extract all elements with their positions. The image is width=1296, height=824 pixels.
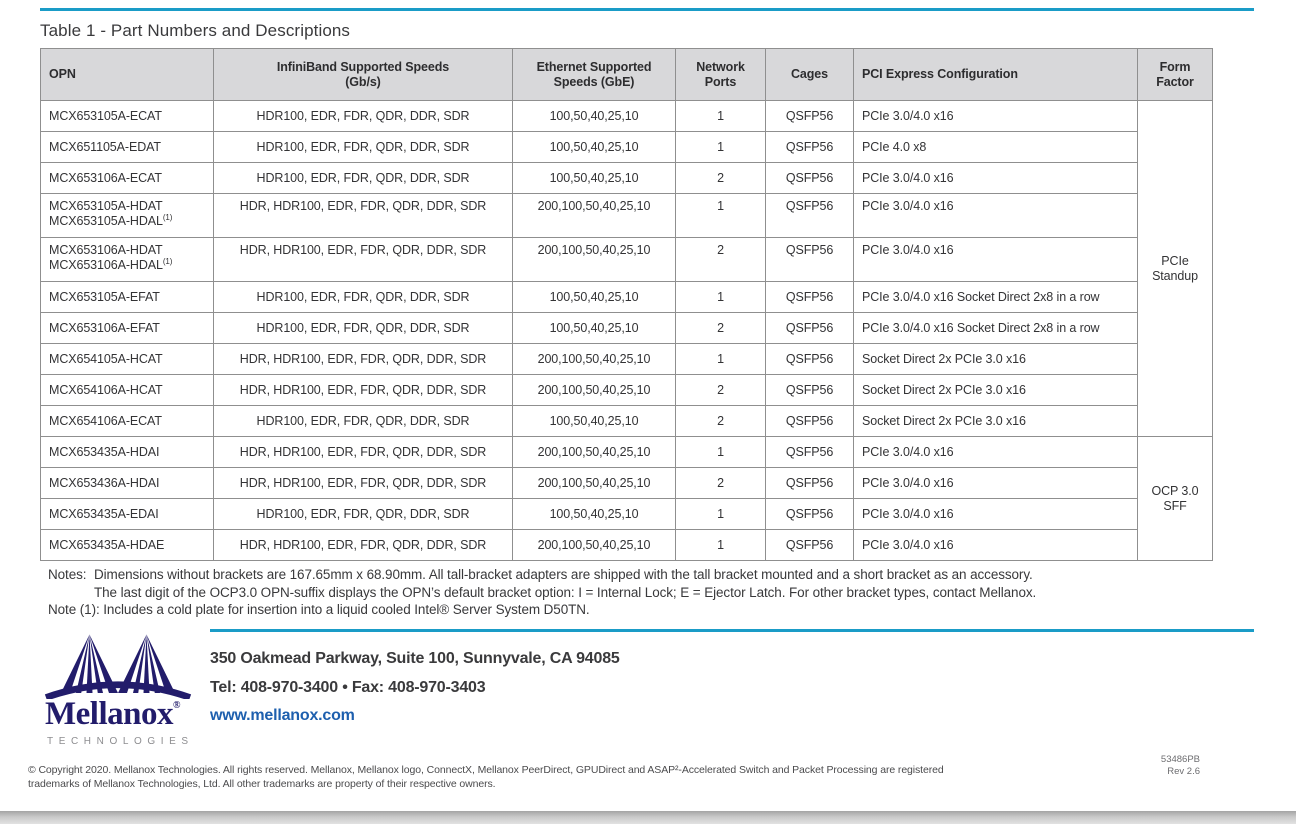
eth-speeds-cell: 200,100,50,40,25,10 xyxy=(513,468,676,499)
cages-cell: QSFP56 xyxy=(766,194,854,238)
note-line xyxy=(48,601,1254,619)
note-text: The last digit of the OCP3.0 OPN-suffix displays the OPN’s default bracket option: I = Internal Lock; E = Ejector Latch. For other bracket types, contact Mellanox. xyxy=(94,584,1037,600)
form-factor-cell: PCIe Standup xyxy=(1138,101,1213,437)
mellanox-logo xyxy=(42,633,207,747)
ports-cell: 2 xyxy=(676,163,766,194)
ib-speeds-cell: HDR100, EDR, FDR, QDR, DDR, SDR xyxy=(214,313,513,344)
table-row xyxy=(41,282,1213,313)
cages-cell: QSFP56 xyxy=(766,282,854,313)
table-row xyxy=(41,163,1213,194)
doc-code: 53486PB xyxy=(1160,754,1200,765)
cages-cell: QSFP56 xyxy=(766,132,854,163)
ib-speeds-cell: HDR100, EDR, FDR, QDR, DDR, SDR xyxy=(214,101,513,132)
eth-speeds-cell: 200,100,50,40,25,10 xyxy=(513,530,676,561)
table-row xyxy=(41,375,1213,406)
cages-cell: QSFP56 xyxy=(766,313,854,344)
table-row xyxy=(41,499,1213,530)
document-reference xyxy=(1100,754,1200,777)
table-row xyxy=(41,437,1213,468)
table-row xyxy=(41,194,1213,238)
address-line: 350 Oakmead Parkway, Suite 100, Sunnyvale, CA 94085 xyxy=(210,650,620,667)
opn-cell: MCX653436A-HDAI xyxy=(41,468,214,499)
opn-cell: MCX653105A-ECAT xyxy=(41,101,214,132)
ports-cell: 2 xyxy=(676,406,766,437)
opn-cell: MCX653435A-EDAI xyxy=(41,499,214,530)
eth-speeds-cell: 100,50,40,25,10 xyxy=(513,313,676,344)
page-title: Table 1 - Part Numbers and Descriptions xyxy=(40,21,351,40)
eth-speeds-cell: 100,50,40,25,10 xyxy=(513,499,676,530)
cages-cell: QSFP56 xyxy=(766,375,854,406)
cages-cell: QSFP56 xyxy=(766,468,854,499)
pci-config-cell: PCIe 4.0 x8 xyxy=(854,132,1138,163)
doc-revision: Rev 2.6 xyxy=(1167,765,1200,777)
pci-config-cell: PCIe 3.0/4.0 x16 xyxy=(854,163,1138,194)
ib-speeds-cell: HDR100, EDR, FDR, QDR, DDR, SDR xyxy=(214,282,513,313)
notes-section xyxy=(48,566,1254,619)
column-header-ethernet-speeds: Ethernet Supported Speeds (GbE) xyxy=(513,49,676,101)
table-row xyxy=(41,101,1213,132)
eth-speeds-cell: 100,50,40,25,10 xyxy=(513,406,676,437)
ports-cell: 1 xyxy=(676,101,766,132)
ports-cell: 1 xyxy=(676,344,766,375)
pci-config-cell: PCIe 3.0/4.0 x16 Socket Direct 2x8 in a row xyxy=(854,313,1138,344)
eth-speeds-cell: 200,100,50,40,25,10 xyxy=(513,238,676,282)
cages-cell: QSFP56 xyxy=(766,437,854,468)
ib-speeds-cell: HDR, HDR100, EDR, FDR, QDR, DDR, SDR xyxy=(214,194,513,238)
footer-divider xyxy=(210,629,1254,632)
opn-cell: MCX654105A-HCAT xyxy=(41,344,214,375)
eth-speeds-cell: 200,100,50,40,25,10 xyxy=(513,344,676,375)
column-header-infiniband-speeds: InfiniBand Supported Speeds (Gb/s) xyxy=(214,49,513,101)
column-header-network-ports: Network Ports xyxy=(676,49,766,101)
cages-cell: QSFP56 xyxy=(766,406,854,437)
opn-cell: MCX653105A-HDAT MCX653105A-HDAL$^{(1)}$ xyxy=(41,194,214,238)
eth-speeds-cell: 200,100,50,40,25,10 xyxy=(513,437,676,468)
opn-cell: MCX654106A-HCAT xyxy=(41,375,214,406)
copyright-line-1: © Copyright 2020. Mellanox Technologies. All rights reserved. Mellanox, Mellanox logo, ConnectX, Mellanox PeerDirect, GPUDirect and ASAP²-Accelerated Switch and Packet Processing are registered xyxy=(28,764,944,776)
note-text: Note (1): Includes a cold plate for insertion into a liquid cooled Intel® Server System D50TN. xyxy=(48,602,590,617)
ports-cell: 2 xyxy=(676,375,766,406)
cages-cell: QSFP56 xyxy=(766,530,854,561)
eth-speeds-cell: 100,50,40,25,10 xyxy=(513,282,676,313)
ib-speeds-cell: HDR100, EDR, FDR, QDR, DDR, SDR xyxy=(214,499,513,530)
page-bottom-edge xyxy=(0,811,1296,824)
ib-speeds-cell: HDR100, EDR, FDR, QDR, DDR, SDR xyxy=(214,406,513,437)
contact-block xyxy=(210,645,620,731)
pci-config-cell: PCIe 3.0/4.0 x16 xyxy=(854,437,1138,468)
eth-speeds-cell: 100,50,40,25,10 xyxy=(513,101,676,132)
eth-speeds-cell: 200,100,50,40,25,10 xyxy=(513,375,676,406)
column-header-cages: Cages xyxy=(766,49,854,101)
top-divider xyxy=(40,8,1254,11)
opn-cell: MCX653105A-EFAT xyxy=(41,282,214,313)
ports-cell: 1 xyxy=(676,132,766,163)
opn-cell: MCX653435A-HDAE xyxy=(41,530,214,561)
ports-cell: 1 xyxy=(676,437,766,468)
ib-speeds-cell: HDR, HDR100, EDR, FDR, QDR, DDR, SDR xyxy=(214,530,513,561)
notes-label: Notes: xyxy=(48,567,87,582)
pci-config-cell: PCIe 3.0/4.0 x16 Socket Direct 2x8 in a row xyxy=(854,282,1138,313)
column-header-pci-express: PCI Express Configuration xyxy=(854,49,1138,101)
cages-cell: QSFP56 xyxy=(766,499,854,530)
registered-mark: ® xyxy=(172,700,181,711)
cages-cell: QSFP56 xyxy=(766,238,854,282)
copyright-text xyxy=(28,763,1018,791)
column-header-form-factor: Form Factor xyxy=(1138,49,1213,101)
opn-cell: MCX654106A-ECAT xyxy=(41,406,214,437)
part-numbers-table xyxy=(40,48,1213,561)
cages-cell: QSFP56 xyxy=(766,344,854,375)
column-header-opn: OPN xyxy=(41,49,214,101)
ports-cell: 1 xyxy=(676,282,766,313)
table-row xyxy=(41,238,1213,282)
copyright-line-2: trademarks of Mellanox Technologies, Ltd. All other trademarks are property of their respective owners. xyxy=(28,778,496,790)
pci-config-cell: PCIe 3.0/4.0 x16 xyxy=(854,238,1138,282)
table-row xyxy=(41,468,1213,499)
pci-config-cell: PCIe 3.0/4.0 x16 xyxy=(854,194,1138,238)
ports-cell: 2 xyxy=(676,238,766,282)
logo-technologies-text: TECHNOLOGIES xyxy=(47,736,194,747)
table-row xyxy=(41,530,1213,561)
logo-wordmark: Mellanox® xyxy=(45,696,181,732)
phone-fax-line: Tel: 408-970-3400 • Fax: 408-970-3403 xyxy=(210,678,486,696)
pci-config-cell: Socket Direct 2x PCIe 3.0 x16 xyxy=(854,344,1138,375)
ib-speeds-cell: HDR, HDR100, EDR, FDR, QDR, DDR, SDR xyxy=(214,238,513,282)
table-row xyxy=(41,406,1213,437)
ports-cell: 1 xyxy=(676,530,766,561)
ib-speeds-cell: HDR, HDR100, EDR, FDR, QDR, DDR, SDR xyxy=(214,437,513,468)
mellanox-bridge-icon xyxy=(42,633,194,699)
table-row xyxy=(41,313,1213,344)
table-row xyxy=(41,344,1213,375)
opn-cell: MCX651105A-EDAT xyxy=(41,132,214,163)
eth-speeds-cell: 100,50,40,25,10 xyxy=(513,132,676,163)
eth-speeds-cell: 100,50,40,25,10 xyxy=(513,163,676,194)
ports-cell: 1 xyxy=(676,499,766,530)
website-link[interactable]: www.mellanox.com xyxy=(210,707,355,724)
eth-speeds-cell: 200,100,50,40,25,10 xyxy=(513,194,676,238)
ib-speeds-cell: HDR, HDR100, EDR, FDR, QDR, DDR, SDR xyxy=(214,375,513,406)
form-factor-cell: OCP 3.0 SFF xyxy=(1138,437,1213,561)
ports-cell: 1 xyxy=(676,194,766,238)
table-header-row xyxy=(41,49,1213,101)
pci-config-cell: PCIe 3.0/4.0 x16 xyxy=(854,530,1138,561)
note-line xyxy=(48,566,1254,584)
pci-config-cell: Socket Direct 2x PCIe 3.0 x16 xyxy=(854,406,1138,437)
note-text: Dimensions without brackets are 167.65mm x 68.90mm. All tall-bracket adapters are shipped with the tall bracket mounted and a short bracket as an accessory. xyxy=(94,567,1033,582)
ports-cell: 2 xyxy=(676,313,766,344)
ib-speeds-cell: HDR, HDR100, EDR, FDR, QDR, DDR, SDR xyxy=(214,468,513,499)
pci-config-cell: PCIe 3.0/4.0 x16 xyxy=(854,468,1138,499)
pci-config-cell: PCIe 3.0/4.0 x16 xyxy=(854,101,1138,132)
footnote-marker: (1) xyxy=(162,212,173,222)
ib-speeds-cell: HDR100, EDR, FDR, QDR, DDR, SDR xyxy=(214,163,513,194)
ib-speeds-cell: HDR, HDR100, EDR, FDR, QDR, DDR, SDR xyxy=(214,344,513,375)
table-row xyxy=(41,132,1213,163)
cages-cell: QSFP56 xyxy=(766,163,854,194)
opn-cell: MCX653106A-EFAT xyxy=(41,313,214,344)
ib-speeds-cell: HDR100, EDR, FDR, QDR, DDR, SDR xyxy=(214,132,513,163)
footnote-marker: (1) xyxy=(162,256,173,266)
pci-config-cell: PCIe 3.0/4.0 x16 xyxy=(854,499,1138,530)
cages-cell: QSFP56 xyxy=(766,101,854,132)
pci-config-cell: Socket Direct 2x PCIe 3.0 x16 xyxy=(854,375,1138,406)
opn-cell: MCX653106A-ECAT xyxy=(41,163,214,194)
note-line xyxy=(48,584,1254,602)
opn-cell: MCX653106A-HDAT MCX653106A-HDAL$^{(1)}$ xyxy=(41,238,214,282)
opn-cell: MCX653435A-HDAI xyxy=(41,437,214,468)
ports-cell: 2 xyxy=(676,468,766,499)
